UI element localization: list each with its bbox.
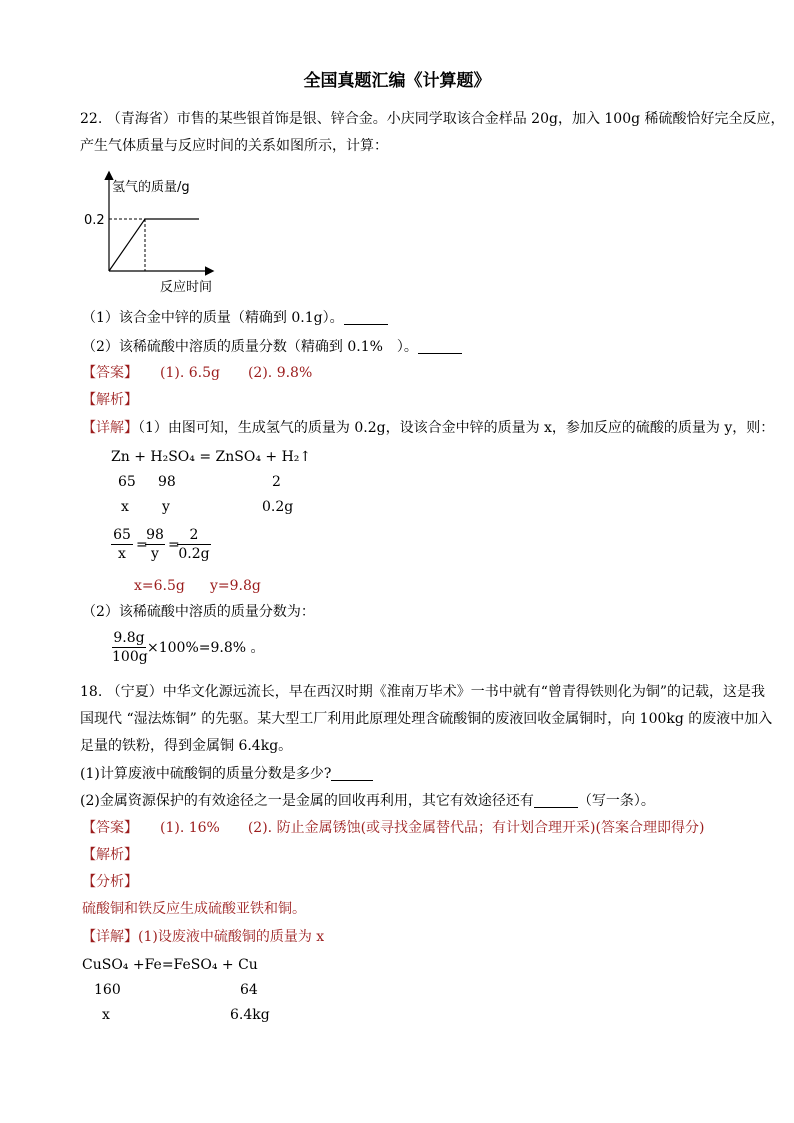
q18-detail: 【详解】(1)设废液中硫酸铜的质量为 x — [82, 929, 325, 945]
answer-blank — [344, 310, 388, 325]
hydrogen-mass-graph — [80, 165, 230, 295]
q22-stem-line1: 22. （青海省）市售的某些银首饰是银、锌合金。小庆同学取该合金样品 20g，加入 100g 稀硫酸恰好完全反应， — [80, 111, 785, 127]
graph-ylabel: 氢气的质量/g — [112, 180, 190, 195]
q18-val-64kg: 6.4kg — [230, 1007, 270, 1023]
q22-detail: 【详解】（1）由图可知，生成氢气的质量为 0.2g，设该合金中锌的质量为 x，参加反应的硫酸的质量为 y，则： — [82, 420, 775, 436]
q18-answer: (1). 16% (2). 防止金属锈蚀(或寻找金属替代品；有计划合理开采)(答案合理即得分) — [160, 820, 705, 836]
q22-result-y: y=9.8g — [210, 578, 261, 594]
q22-var-x: x — [121, 499, 129, 515]
q18-part2: (2)金属资源保护的有效途径之一是金属的回收再利用，其它有效途径还有 （写一条）。 — [80, 793, 655, 809]
q22-var-y: y — [162, 499, 170, 515]
q18-part1: (1)计算废液中硫酸铜的质量分数是多少? — [80, 766, 373, 781]
q22-part2: （2）该稀硫酸中溶质的质量分数（精确到 0.1% ）。 — [82, 339, 462, 354]
q22-stem-line2: 产生气体质量与反应时间的关系如图所示，计算： — [80, 138, 388, 154]
q22-percent-result: ×100%=9.8% 。 — [147, 640, 265, 656]
q22-analysis-tag: 【解析】 — [82, 392, 138, 408]
q18-analysis-tag: 【解析】 — [82, 847, 138, 863]
q22-mass-2: 2 — [272, 474, 281, 490]
q22-mass-65: 65 — [118, 474, 136, 490]
q22-answer: (1). 6.5g (2). 9.8% — [160, 365, 313, 381]
equals-sign: = — [136, 537, 148, 553]
q22-answer-tag: 【答案】 — [82, 365, 138, 381]
fraction-percent: 9.8g 100g — [112, 630, 148, 665]
answer-blank — [534, 793, 578, 808]
q18-fenxi-tag: 【分析】 — [82, 874, 138, 890]
q18-stem-line2: 国现代 “湿法炼铜” 的先驱。某大型工厂利用此原理处理含硫酸铜的废液回收金属铜时，向 100kg 的废液中加入 — [80, 711, 773, 727]
rising-line — [109, 219, 145, 271]
q18-fenxi: 硫酸铜和铁反应生成硫酸亚铁和铜。 — [82, 901, 306, 917]
fraction-2-02g: 2 0.2g — [178, 527, 210, 562]
q22-val-02g: 0.2g — [262, 499, 294, 515]
page-title: 全国真题汇编《计算题》 — [303, 71, 491, 91]
q22-mass-98: 98 — [158, 474, 176, 490]
q18-mass-160: 160 — [94, 982, 121, 998]
q18-var-x: x — [102, 1007, 110, 1023]
answer-blank — [331, 766, 373, 781]
q18-stem-line3: 足量的铁粉，得到金属铜 6.4kg。 — [80, 738, 293, 754]
graph-xlabel: 反应时间 — [160, 280, 213, 295]
q18-equation: CuSO₄ +Fe=FeSO₄ + Cu — [82, 957, 258, 973]
q22-result-x: x=6.5g — [134, 578, 185, 594]
fraction-65-x: 65 x — [111, 527, 133, 562]
equals-sign: = — [168, 537, 180, 553]
q22-equation: Zn + H₂SO₄ = ZnSO₄ + H₂↑ — [111, 449, 312, 465]
fraction-98-y: 98 y — [146, 527, 164, 562]
q18-answer-tag: 【答案】 — [82, 820, 138, 836]
q18-mass-64: 64 — [240, 982, 258, 998]
q22-part1: （1）该合金中锌的质量（精确到 0.1g）。 — [82, 310, 388, 325]
q22-part2-solution: （2）该稀硫酸中溶质的质量分数为： — [82, 604, 315, 620]
answer-blank — [418, 339, 462, 354]
q18-stem-line1: 18. （宁夏）中华文化源远流长，早在西汉时期《淮南万毕术》一书中就有“曾青得铁则化为铜”的记载，这是我 — [80, 684, 766, 700]
graph-ytick: 0.2 — [84, 213, 105, 228]
